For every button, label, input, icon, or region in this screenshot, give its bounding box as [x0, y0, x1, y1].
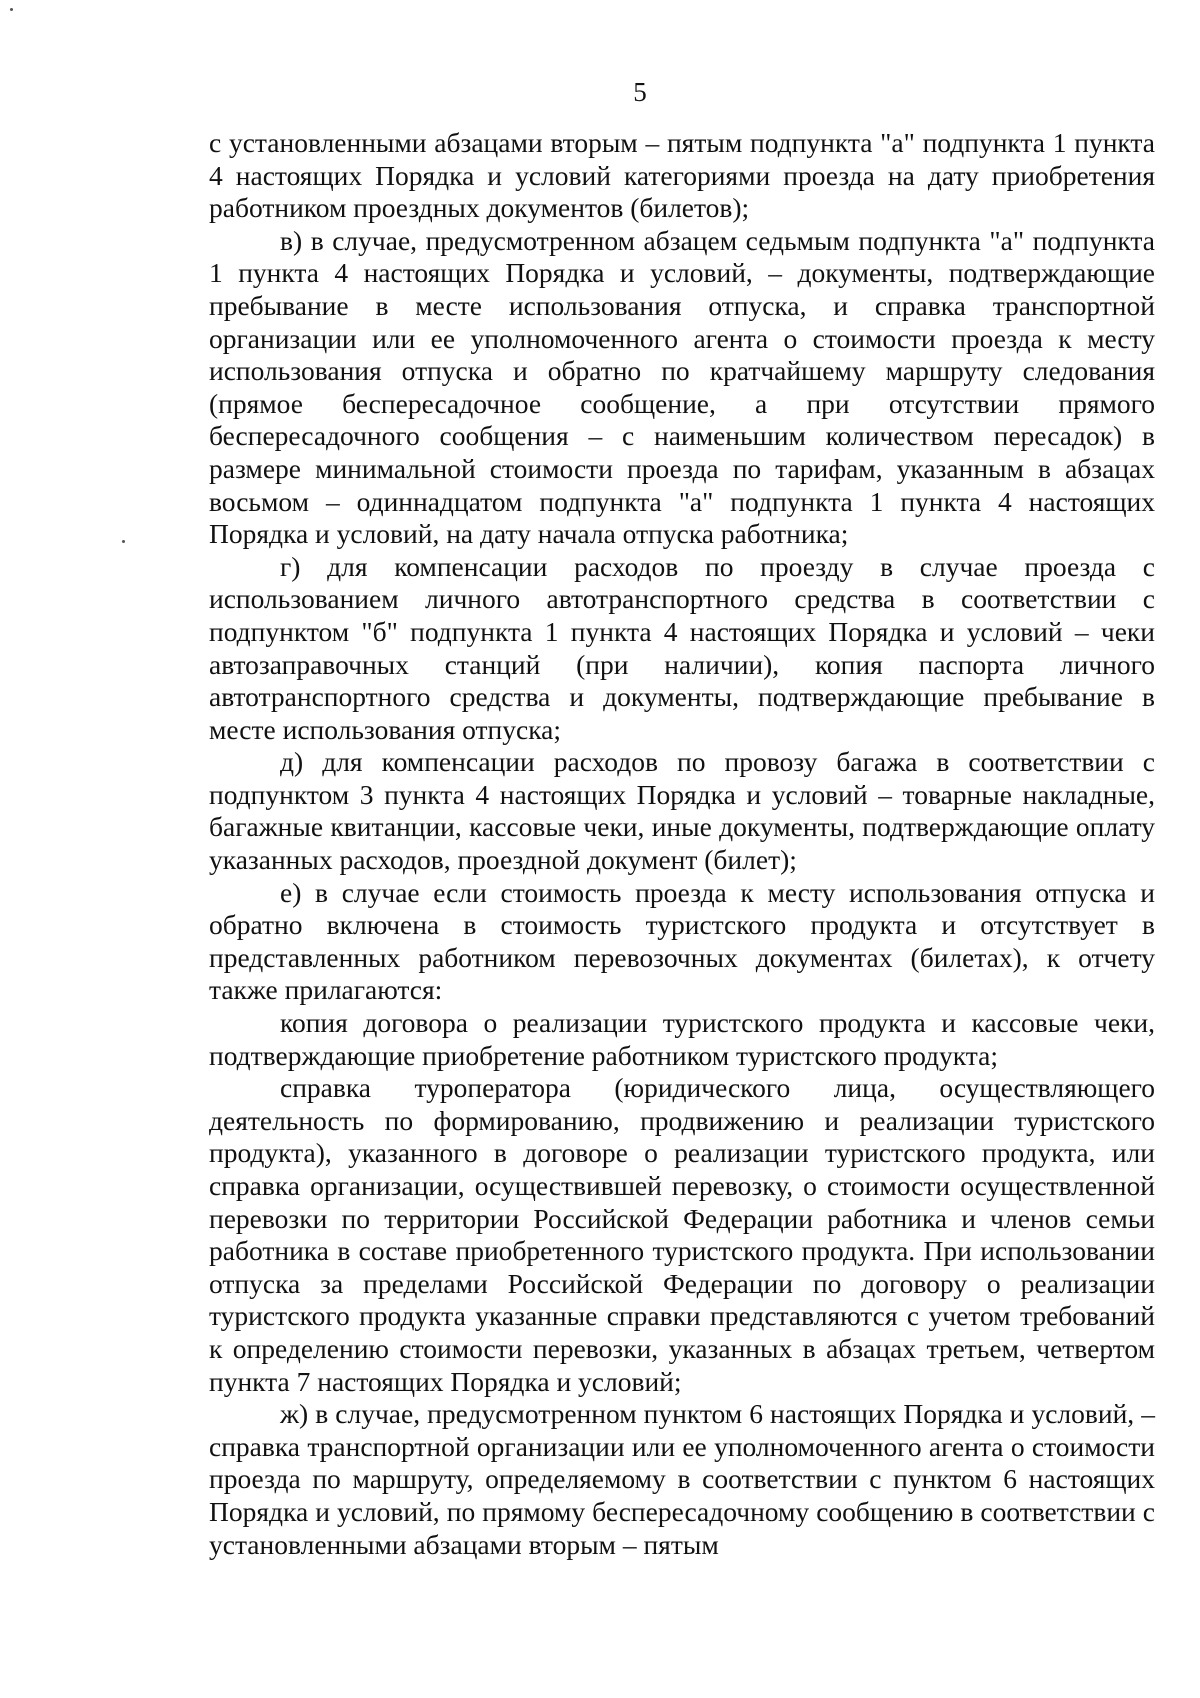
- paragraph-item-d: д) для компенсации расходов по провозу багажа в соответствии с подпунктом 3 пункта 4 настоящих Порядка и условий – товарные накладные, багажные квитанции, кассовые чеки, иные документы, подтверждающие оплату указанных расходов, проездной документ (билет);: [209, 746, 1155, 876]
- paragraph-item-v: в) в случае, предусмотренном абзацем седьмым подпункта "а" подпункта 1 пункта 4 настоящих Порядка и условий, – документы, подтверждающие пребывание в месте использования отпуска, и справка транспортной организации или ее уполномоченного агента о стоимости проезда к месту использования отпуска и обратно по кратчайшему маршруту следования (прямое беспересадочное сообщение, а при отсутствии прямого беспересадочного сообщения – с наименьшим количеством пересадок) в размере минимальной стоимости проезда по тарифам, указанным в абзацах восьмом – одиннадцатом подпункта "а" подпункта 1 пункта 4 настоящих Порядка и условий, на дату начала отпуска работника;: [209, 224, 1155, 550]
- scan-speck: [10, 8, 13, 11]
- page-number: 5: [633, 77, 647, 107]
- document-body: [209, 127, 1155, 1561]
- paragraph-item-zh: ж) в случае, предусмотренном пунктом 6 настоящих Порядка и условий, – справка транспортной организации или ее уполномоченного агента о стоимости проезда по маршруту, определяемому в соответствии с пунктом 6 настоящих Порядка и условий, по прямому беспересадочному сообщению в соответствии с установленными абзацами вторым – пятым: [209, 1398, 1155, 1560]
- paragraph-item-e: е) в случае если стоимость проезда к месту использования отпуска и обратно включена в стоимость туристского продукта и отсутствует в представленных работником перевозочных документах (билетах), к отчету также прилагаются:: [209, 876, 1155, 1006]
- paragraph-contract-copy: копия договора о реализации туристского продукта и кассовые чеки, подтверждающие приобретение работником туристского продукта;: [209, 1007, 1155, 1071]
- paragraph-tour-operator-certificate: справка туроператора (юридического лица, осуществляющего деятельность по формированию, продвижению и реализации туристского продукта), указанного в договоре о реализации туристского продукта, или справка организации, осуществившей перевозку, о стоимости осуществленной перевозки по территории Российской Федерации работника и членов семьи работника в составе приобретенного туристского продукта. При использовании отпуска за пределами Российской Федерации по договору о реализации туристского продукта указанные справки представляются с учетом требований к определению стоимости перевозки, указанных в абзацах третьем, четвертом пункта 7 настоящих Порядка и условий;: [209, 1072, 1155, 1397]
- paragraph-continuation: с установленными абзацами вторым – пятым подпункта "а" подпункта 1 пункта 4 настоящих Порядка и условий категориями проезда на дату приобретения работником проездных документов (билетов);: [209, 127, 1155, 224]
- paragraph-item-g: г) для компенсации расходов по проезду в случае проезда с использованием личного автотранспортного средства в соответствии с подпунктом "б" подпункта 1 пункта 4 настоящих Порядка и условий – чеки автозаправочных станций (при наличии), копия паспорта личного автотранспортного средства и документы, подтверждающие пребывание в месте использования отпуска;: [209, 550, 1155, 745]
- scan-speck: [122, 540, 125, 543]
